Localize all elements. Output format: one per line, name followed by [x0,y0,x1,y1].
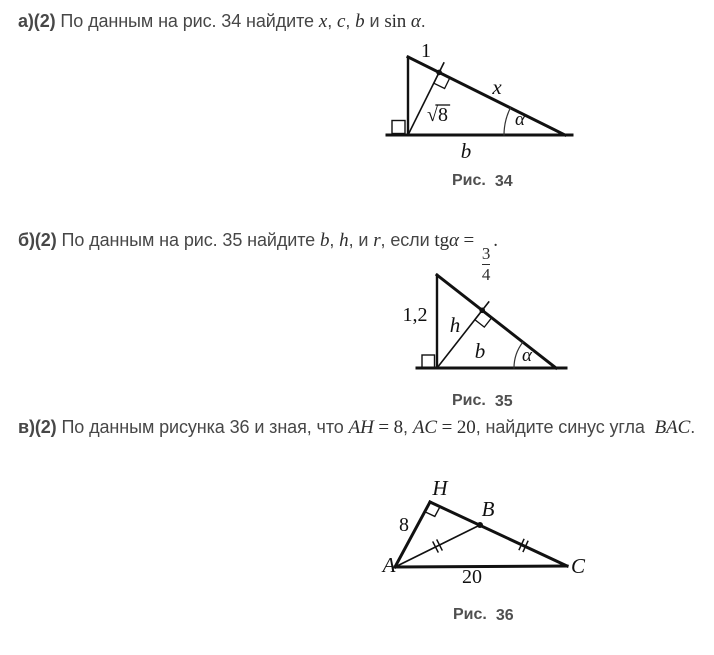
math-alpha: α [410,11,421,32]
problem-b-label: б)(2) [18,230,57,250]
text-segment: По данным на рис. 34 найдите [55,11,319,31]
problem-a-statement [18,9,426,34]
fig36-point-b-dot [477,522,483,528]
fig34-foot-dot [436,70,442,76]
fig36-label-ac-length: 20 [462,566,482,588]
caption-number: 34 [494,173,513,190]
text-segment: . [690,417,696,437]
text-segment: , [327,11,337,31]
text-segment: и [364,11,385,31]
figure-36 [372,475,600,593]
fig34-label-base: b [460,139,472,163]
math-var-h: h [339,230,349,251]
fig35-label-altitude: h [449,313,461,337]
fraction-denominator: 4 [481,265,491,285]
math-var-b: b [355,11,365,32]
math-tg: tg [434,230,450,251]
fig35-right-angle-mark-corner [422,355,435,368]
math-num-20: 20 [456,417,476,438]
fig34-label-altitude: √8 [427,104,448,126]
math-var-ac: AC [412,417,437,438]
math-alpha: α [449,230,459,251]
math-equals: = [458,230,479,251]
fig36-side-hc [430,502,567,566]
fig35-label-left-side: 1,2 [402,304,428,326]
problem-a-label: а)(2) [18,11,56,31]
fig34-right-angle-mark-corner [392,121,405,134]
fig35-label-angle: α [522,345,532,366]
caption-number: 35 [494,393,513,410]
fig36-label-b: B [481,497,495,521]
math-equals: = [436,417,457,438]
figure-35 [400,265,585,380]
caption-number: 36 [495,607,514,624]
math-var-ah: AH [348,417,374,438]
text-segment: , найдите синус угла [475,417,655,437]
fig34-label-upper-segment: 1 [421,40,431,62]
fig35-label-base: b [474,339,486,363]
math-var-r: r [373,230,381,251]
math-num-8: 8 [393,417,404,438]
fig36-label-a: A [382,553,396,577]
text-segment: . [493,230,498,251]
fraction-numerator: 3 [481,244,491,263]
fig34-label-angle: α [515,109,525,130]
text-segment: По данным на рис. 35 найдите [56,230,320,250]
caption-word: Рис. [453,606,487,623]
caption-word: Рис. [452,392,486,409]
problem-v-label: в)(2) [18,417,57,437]
fig34-angle-arc [504,108,510,135]
text-segment: , [403,417,413,437]
fig36-label-h: H [432,476,448,500]
fig34-label-hypotenuse: x [492,75,502,99]
math-var-x: x [318,11,328,32]
problem-v-statement [18,415,695,440]
fig35-foot-dot [479,308,485,314]
figure-34-caption [452,172,513,190]
figure-35-caption [452,392,513,410]
figure-34 [375,40,580,165]
text-segment: , и [348,230,374,250]
text-segment: , [345,11,356,31]
text-segment: . [420,11,426,31]
fig36-label-ah-length: 8 [399,514,409,536]
text-segment: , [329,230,340,250]
text-segment: , если [380,230,435,250]
figure-36-caption [453,606,514,624]
text-segment: По данным рисунка 36 и зная, что [56,417,349,437]
math-var-bac: BAC [654,417,691,438]
math-var-b: b [319,230,330,251]
fig36-label-c: C [570,554,586,578]
math-sin: sin [384,11,411,32]
math-equals: = [373,417,394,438]
caption-word: Рис. [452,172,486,189]
math-var-c: c [337,11,346,32]
